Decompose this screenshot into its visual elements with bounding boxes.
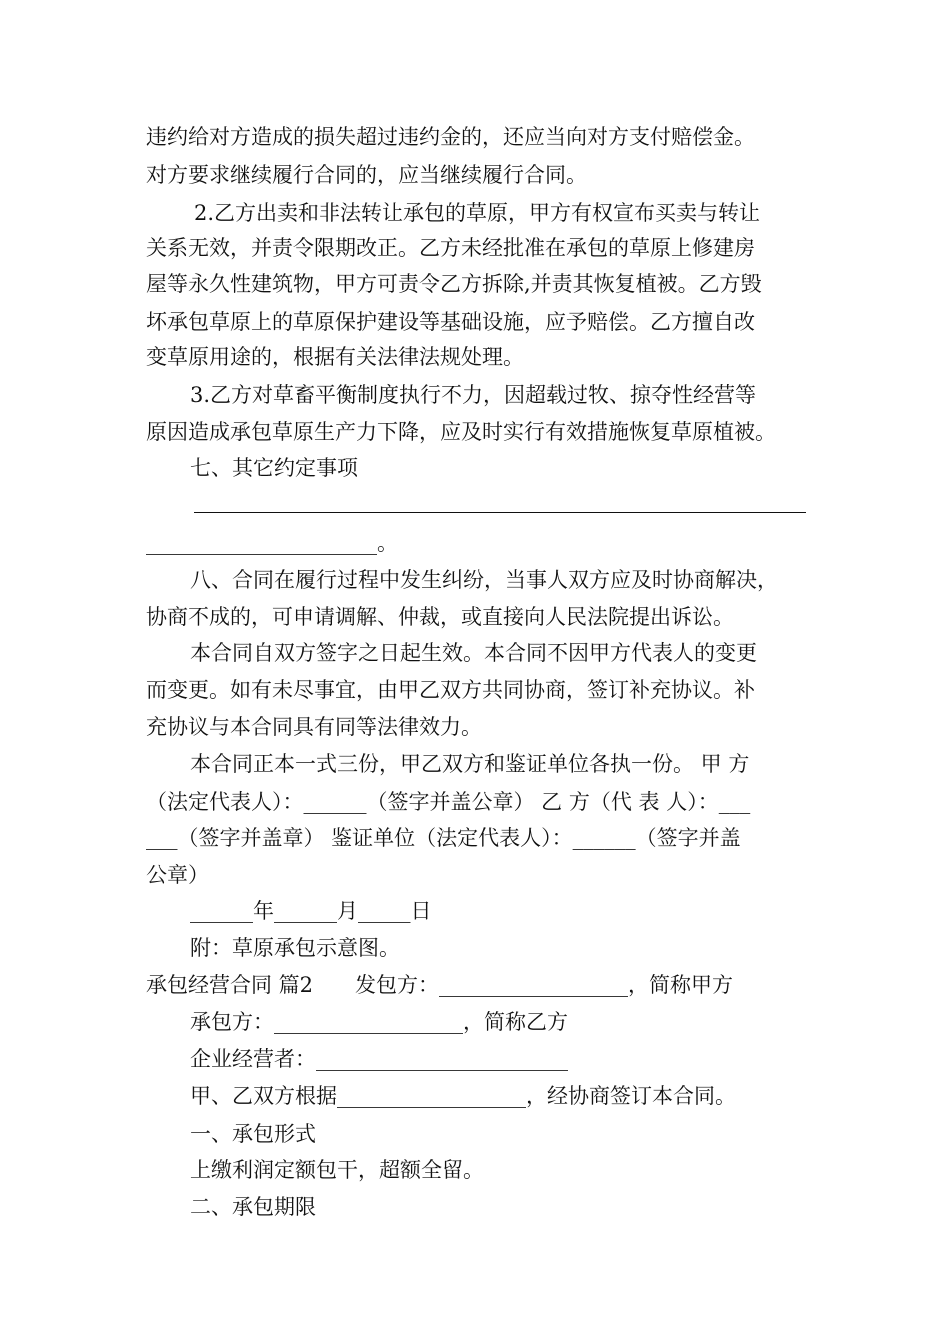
text-line: 本合同正本一式三份，甲乙双方和鉴证单位各执一份。 甲 方 <box>190 752 750 776</box>
text-line: 坏承包草原上的草原保护建设等基础设施，应予赔偿。乙方擅自改 <box>146 310 755 334</box>
blank-fill-line <box>194 512 806 513</box>
text-line: 协商不成的，可申请调解、仲裁，或直接向人民法院提出诉讼。 <box>146 605 734 629</box>
text-line: 上缴利润定额包干，超额全留。 <box>190 1158 484 1182</box>
text-line: 对方要求继续履行合同的，应当继续履行合同。 <box>146 163 587 187</box>
text-line: 而变更。如有未尽事宜，由甲乙双方共同协商，签订补充协议。补 <box>146 678 755 702</box>
text-line: 关系无效，并责令限期改正。乙方未经批准在承包的草原上修建房 <box>146 236 755 260</box>
text-line: 甲、乙双方根据__________________，经协商签订本合同。 <box>190 1084 736 1108</box>
text-line: 变草原用途的，根据有关法律法规处理。 <box>146 345 524 369</box>
text-line: （法定代表人）：______（签字并盖公章） 乙 方（代 表 人）：___ <box>146 790 751 814</box>
text-line <box>190 490 812 520</box>
section-heading: 承包经营合同 篇2 发包方：__________________，简称甲方 <box>146 973 734 997</box>
text-line: 原因造成承包草原生产力下降，应及时实行有效措施恢复草原植被。 <box>146 420 776 444</box>
section-heading: 二、承包期限 <box>190 1195 316 1219</box>
text-line: 2.乙方出卖和非法转让承包的草原，甲方有权宣布买卖与转让 <box>194 201 761 225</box>
text-line: 违约给对方造成的损失超过违约金的，还应当向对方支付赔偿金。 <box>146 125 755 149</box>
text-line: ______________________。 <box>146 531 398 555</box>
text-line: 3.乙方对草畜平衡制度执行不力，因超载过牧、掠夺性经营等 <box>190 383 757 407</box>
text-line: 本合同自双方签字之日起生效。本合同不因甲方代表人的变更 <box>190 641 757 665</box>
text-line: 八、合同在履行过程中发生纠纷，当事人双方应及时协商解决， <box>190 568 778 592</box>
text-line: 附：草原承包示意图。 <box>190 936 400 960</box>
text-line: 承包方：__________________，简称乙方 <box>190 1010 568 1034</box>
date-line: ______年______月_____日 <box>190 899 432 923</box>
section-heading: 七、其它约定事项 <box>190 456 358 480</box>
text-line: 充协议与本合同具有同等法律效力。 <box>146 715 482 739</box>
text-line: 屋等永久性建筑物，甲方可责令乙方拆除,并责其恢复植被。乙方毁 <box>146 272 762 296</box>
text-line: 企业经营者：________________________ <box>190 1047 568 1071</box>
text-line: 公章） <box>146 863 209 887</box>
section-heading: 一、承包形式 <box>190 1122 316 1146</box>
text-line: ___（签字并盖章） 鉴证单位（法定代表人）：______（签字并盖 <box>146 826 741 850</box>
